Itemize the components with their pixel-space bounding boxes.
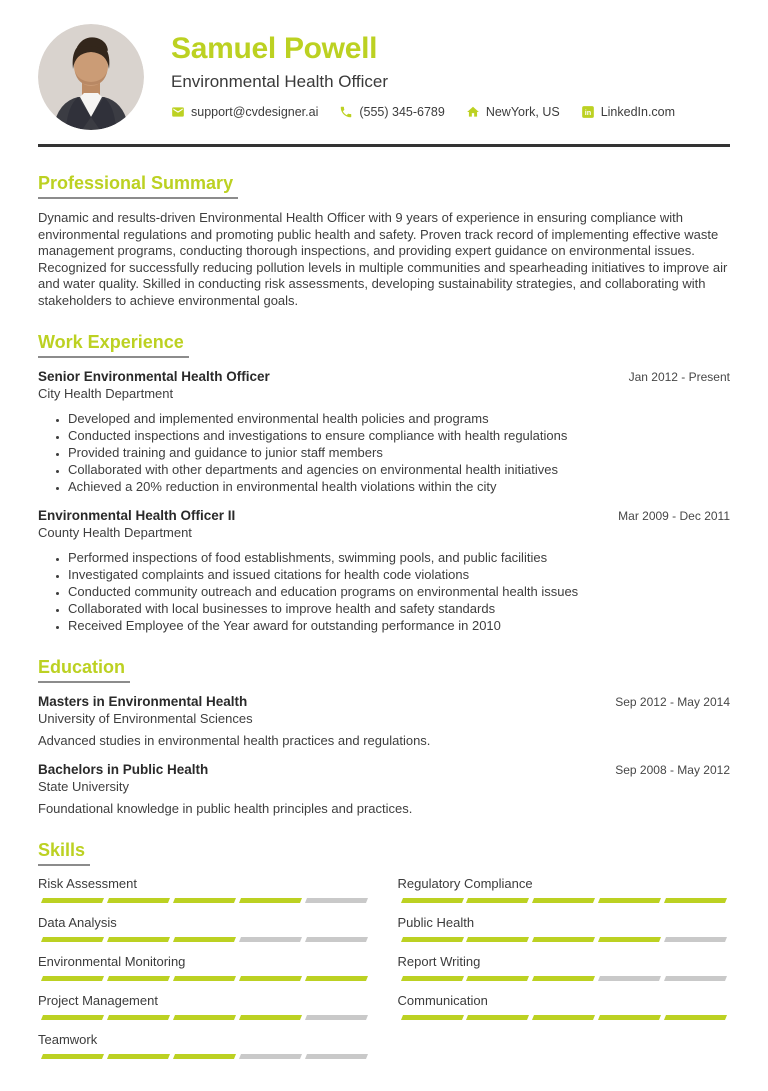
degree-school: University of Environmental Sciences: [38, 711, 253, 726]
job-bullet: • Performed inspections of food establishments, swimming pools, and public facilities: [68, 549, 730, 566]
skill-segment-empty: [305, 898, 368, 903]
skill-bar: [398, 898, 731, 903]
degree-description: Foundational knowledge in public health principles and practices.: [38, 801, 413, 816]
skill-segment-filled: [107, 1054, 170, 1059]
job-list: [38, 368, 730, 634]
skill-bar: [38, 1015, 371, 1020]
skill-segment-filled: [400, 1015, 463, 1020]
skill-bar: [38, 976, 371, 981]
skill-item: [398, 876, 731, 903]
contact-text: support@cvdesigner.ai: [191, 104, 319, 119]
job-entry-head: [38, 368, 730, 385]
contact-item: [581, 105, 675, 119]
skill-label: Report Writing: [397, 954, 481, 969]
degree-entry: [38, 693, 730, 749]
skill-segment-empty: [239, 1054, 302, 1059]
skill-item: [38, 1032, 371, 1059]
skill-segment-empty: [305, 1015, 368, 1020]
education-section: [38, 634, 730, 817]
degree-dates: Sep 2012 - May 2014: [615, 695, 730, 709]
job-title: Senior Environmental Health Officer: [38, 369, 270, 384]
skill-segment-filled: [664, 898, 727, 903]
job-bullet: • Conducted community outreach and education programs on environmental health issues: [68, 583, 730, 600]
skill-segment-filled: [173, 898, 236, 903]
skill-segment-filled: [107, 976, 170, 981]
skill-segment-filled: [173, 976, 236, 981]
skill-segment-empty: [598, 976, 661, 981]
job-bullet: • Received Employee of the Year award for outstanding performance in 2010: [68, 617, 730, 634]
skill-item: [398, 993, 731, 1020]
skill-segment-empty: [664, 976, 727, 981]
job-bullet: • Conducted inspections and investigations to ensure compliance with health regulations: [68, 427, 730, 444]
contact-text: (555) 345-6789: [359, 104, 445, 119]
home-icon: [466, 105, 480, 119]
job-title: Environmental Health Officer II: [38, 508, 236, 523]
skill-segment-empty: [664, 937, 727, 942]
skill-segment-filled: [532, 1015, 595, 1020]
skill-label: Risk Assessment: [38, 876, 137, 891]
skill-label: Environmental Monitoring: [38, 954, 186, 969]
degree-entry-head: [38, 761, 730, 778]
degree-entry: [38, 761, 730, 817]
contact-text: NewYork, US: [485, 104, 560, 119]
skill-label: Teamwork: [38, 1032, 98, 1047]
job-company: County Health Department: [38, 525, 192, 540]
skill-item: [398, 915, 731, 942]
skill-segment-filled: [400, 937, 463, 942]
job-company: City Health Department: [38, 386, 174, 401]
job-bullet-list: [38, 410, 730, 495]
section-heading-summary: Professional Summary: [38, 173, 238, 199]
skill-segment-filled: [107, 937, 170, 942]
skill-segment-empty: [305, 937, 368, 942]
skill-segment-filled: [41, 1054, 104, 1059]
skill-bar: [38, 898, 371, 903]
section-heading-education: Education: [38, 657, 130, 683]
contact-item: [171, 105, 318, 119]
degree-school: State University: [38, 779, 130, 794]
job-bullet-list: [38, 549, 730, 634]
degree-title: Bachelors in Public Health: [38, 762, 209, 777]
degree-list: [38, 693, 730, 817]
skill-segment-filled: [41, 976, 104, 981]
contact-row: [171, 105, 675, 119]
skill-segment-filled: [466, 976, 529, 981]
header-text: [171, 24, 675, 119]
skill-segment-filled: [173, 937, 236, 942]
skill-bar: [398, 976, 731, 981]
skill-segment-filled: [239, 898, 302, 903]
degree-dates: Sep 2008 - May 2012: [615, 763, 730, 777]
phone-icon: [339, 105, 353, 119]
contact-item: [339, 105, 444, 119]
skill-segment-filled: [41, 1015, 104, 1020]
skill-segment-filled: [598, 1015, 661, 1020]
degree-description: Advanced studies in environmental health practices and regulations.: [38, 733, 431, 748]
avatar: [38, 24, 144, 130]
skill-bar: [398, 937, 731, 942]
skill-item: [38, 915, 371, 942]
skill-segment-filled: [400, 976, 463, 981]
svg-text:in: in: [584, 107, 591, 117]
job-bullet: • Developed and implemented environmental health policies and programs: [68, 410, 730, 427]
skill-segment-filled: [239, 976, 302, 981]
skill-segment-filled: [107, 1015, 170, 1020]
skill-segment-filled: [532, 976, 595, 981]
skill-item: [38, 954, 371, 981]
skill-segment-filled: [598, 937, 661, 942]
skills-grid: [38, 876, 730, 1071]
section-heading-skills: Skills: [38, 840, 90, 866]
skill-segment-filled: [466, 1015, 529, 1020]
skill-segment-filled: [466, 898, 529, 903]
resume-header: [38, 24, 730, 130]
skill-segment-filled: [598, 898, 661, 903]
skill-segment-empty: [305, 1054, 368, 1059]
job-dates: Jan 2012 - Present: [628, 370, 730, 384]
skill-segment-filled: [532, 898, 595, 903]
contact-text: LinkedIn.com: [600, 104, 676, 119]
skill-segment-filled: [173, 1015, 236, 1020]
summary-text: Dynamic and results-driven Environmental Health Officer with 9 years of experience in ensuring compliance with environmental regulations and promoting public health and safety. Proven track record of implementing effective waste management programs, conducting thorough inspections, and providing expert guidance on environmental issues. Recognized for successfully reducing pollution levels in multiple communities and spearheading initiatives to improve air and water quality. Skilled in conducting risk assessments, developing sustainability strategies, and collaborating with stakeholders to achieve environmental goals.: [38, 210, 728, 308]
avatar-portrait-graphic: [38, 24, 144, 130]
skill-item: [38, 993, 371, 1020]
degree-entry-head: [38, 693, 730, 710]
experience-section: [38, 309, 730, 634]
job-bullet: • Investigated complaints and issued citations for health code violations: [68, 566, 730, 583]
job-entry-head: [38, 507, 730, 524]
summary-section: [38, 147, 730, 309]
skill-bar: [38, 937, 371, 942]
job-bullet: • Collaborated with local businesses to improve health and safety standards: [68, 600, 730, 617]
skills-section: [38, 817, 730, 1071]
skill-segment-filled: [305, 976, 368, 981]
job-entry: [38, 368, 730, 495]
job-entry: [38, 507, 730, 634]
skill-label: Regulatory Compliance: [397, 876, 533, 891]
linkedin-icon: [581, 105, 595, 119]
skill-label: Project Management: [38, 993, 158, 1008]
email-icon: [171, 105, 185, 119]
skill-segment-filled: [173, 1054, 236, 1059]
skill-label: Data Analysis: [38, 915, 117, 930]
contact-item: [466, 105, 560, 119]
candidate-name: Samuel Powell: [171, 32, 378, 65]
job-bullet: • Provided training and guidance to junior staff members: [68, 444, 730, 461]
skill-segment-filled: [41, 898, 104, 903]
skill-segment-empty: [239, 937, 302, 942]
skill-bar: [398, 1015, 731, 1020]
job-bullet: • Collaborated with other departments and agencies on environmental health initiatives: [68, 461, 730, 478]
skill-segment-filled: [239, 1015, 302, 1020]
skill-segment-filled: [532, 937, 595, 942]
section-heading-experience: Work Experience: [38, 332, 189, 358]
job-bullet: • Achieved a 20% reduction in environmental health violations within the city: [68, 478, 730, 495]
skill-segment-filled: [400, 898, 463, 903]
skill-item: [398, 954, 731, 981]
skill-segment-filled: [466, 937, 529, 942]
skill-segment-filled: [107, 898, 170, 903]
skill-segment-filled: [41, 937, 104, 942]
skill-segment-filled: [664, 1015, 727, 1020]
skill-bar: [38, 1054, 371, 1059]
skill-item: [38, 876, 371, 903]
skill-label: Public Health: [397, 915, 475, 930]
job-dates: Mar 2009 - Dec 2011: [618, 509, 730, 523]
candidate-title: Environmental Health Officer: [171, 71, 389, 91]
degree-title: Masters in Environmental Health: [38, 694, 248, 709]
skill-label: Communication: [397, 993, 488, 1008]
